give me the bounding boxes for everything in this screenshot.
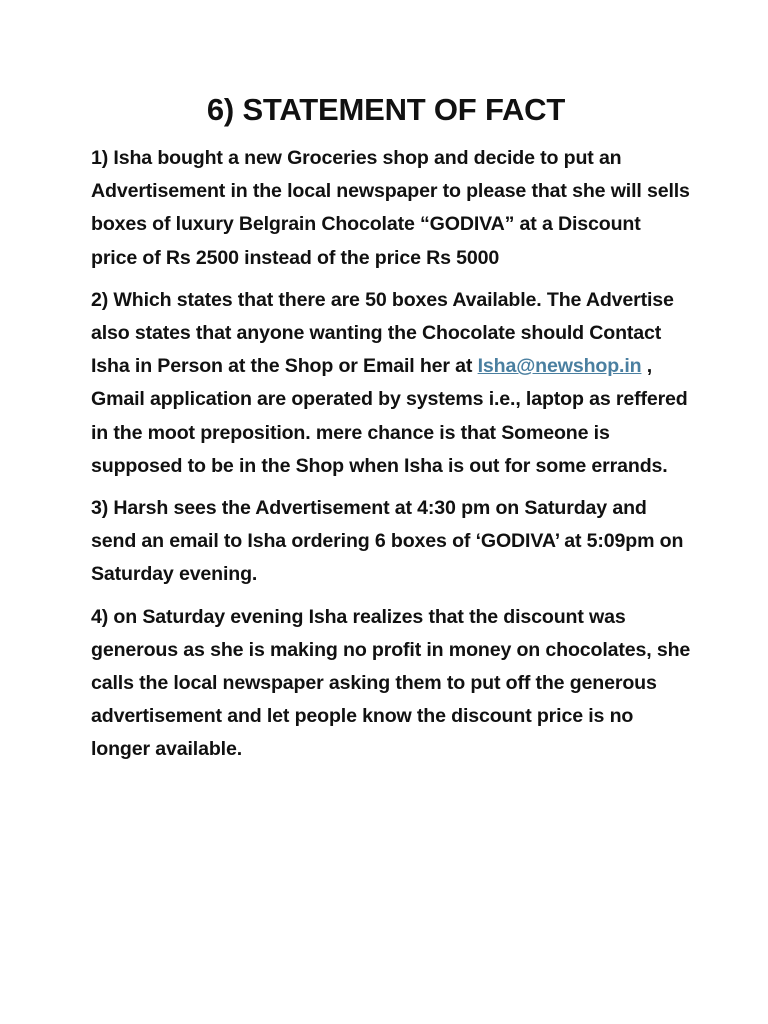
paragraph-2-text-before: 2) Which states that there are 50 boxes Available. The Advertise also states that anyone wanting the Chocolate should Contact Isha in Person at the Shop or Email her at (91, 288, 674, 378)
paragraph-2 (91, 284, 691, 483)
email-link[interactable]: Isha@newshop.in (477, 355, 642, 378)
page-title: 6) STATEMENT OF FACT (206, 92, 566, 127)
paragraph-4: 4) on Saturday evening Isha realizes that the discount was generous as she is making no profit in money on chocolates, she calls the local newspaper asking them to put off the generous advertisement and let people know the discount price is no longer available. (91, 605, 691, 761)
paragraph-2-text-after: , Gmail application are operated by systems i.e., laptop as reffered in the moot preposition. mere chance is that Someone is supposed to be in the Shop when Isha is out for some errands. (91, 355, 688, 477)
paragraph-3: 3) Harsh sees the Advertisement at 4:30 pm on Saturday and send an email to Isha ordering 6 boxes of ‘GODIVA’ at 5:09pm on Saturday evening. (91, 497, 684, 586)
document-page (91, 92, 691, 776)
paragraph-1: 1) Isha bought a new Groceries shop and decide to put an Advertisement in the local newspaper to please that she will sells boxes of luxury Belgrain Chocolate “GODIVA” at a Discount price of Rs 2500 instead of the price Rs 5000 (91, 147, 690, 269)
